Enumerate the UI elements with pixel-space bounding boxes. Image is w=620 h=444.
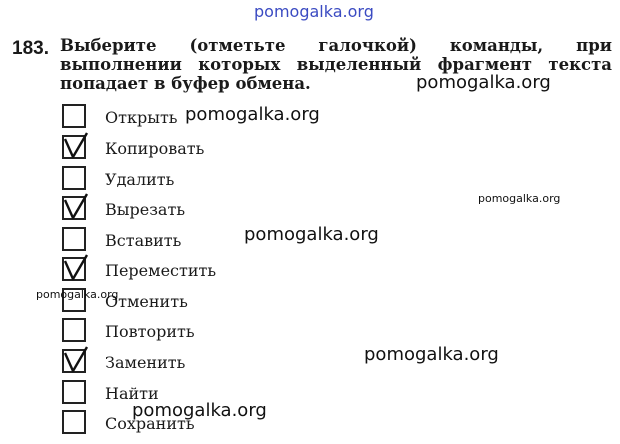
checkbox[interactable] <box>62 349 86 373</box>
watermark: pomogalka.org <box>416 72 551 93</box>
option-label: Вставить <box>105 231 182 250</box>
checkbox[interactable] <box>62 318 86 342</box>
option-delete[interactable] <box>62 166 362 194</box>
option-replace[interactable] <box>62 349 362 377</box>
watermark: pomogalka.org <box>132 400 267 421</box>
watermark: pomogalka.org <box>185 104 320 125</box>
checkbox[interactable] <box>62 196 86 220</box>
option-label: Найти <box>105 384 159 403</box>
checkbox[interactable] <box>62 410 86 434</box>
checkmark-icon <box>62 345 92 375</box>
option-label: Переместить <box>105 261 217 280</box>
question-number: 183. <box>12 38 49 59</box>
checkbox[interactable] <box>62 380 86 404</box>
checkbox[interactable] <box>62 104 86 128</box>
watermark-top: pomogalka.org <box>254 2 374 21</box>
watermark: pomogalka.org <box>478 192 561 205</box>
watermark: pomogalka.org <box>36 288 119 301</box>
checkmark-icon <box>62 131 92 161</box>
checkmark-icon <box>62 253 92 283</box>
option-label: Удалить <box>105 170 175 189</box>
checkbox[interactable] <box>62 257 86 281</box>
option-redo[interactable] <box>62 318 362 346</box>
option-label: Заменить <box>105 353 186 372</box>
option-copy[interactable] <box>62 135 362 163</box>
watermark: pomogalka.org <box>364 344 499 365</box>
checkbox[interactable] <box>62 227 86 251</box>
question-text: Выберите (отметьте галочкой) команды, при выполнении которых выделенный фрагмент текста попадает в буфер обмена. <box>60 36 612 93</box>
watermark: pomogalka.org <box>244 224 379 245</box>
checkbox[interactable] <box>62 166 86 190</box>
option-move[interactable] <box>62 257 362 285</box>
option-label: Отменить <box>105 292 188 311</box>
option-label: Сохранить <box>105 414 195 433</box>
option-label: Повторить <box>105 322 195 341</box>
option-label: Открыть <box>105 108 178 127</box>
option-label: Вырезать <box>105 200 186 219</box>
option-cut[interactable] <box>62 196 362 224</box>
checkmark-icon <box>62 192 92 222</box>
option-label: Копировать <box>105 139 205 158</box>
checkbox[interactable] <box>62 135 86 159</box>
